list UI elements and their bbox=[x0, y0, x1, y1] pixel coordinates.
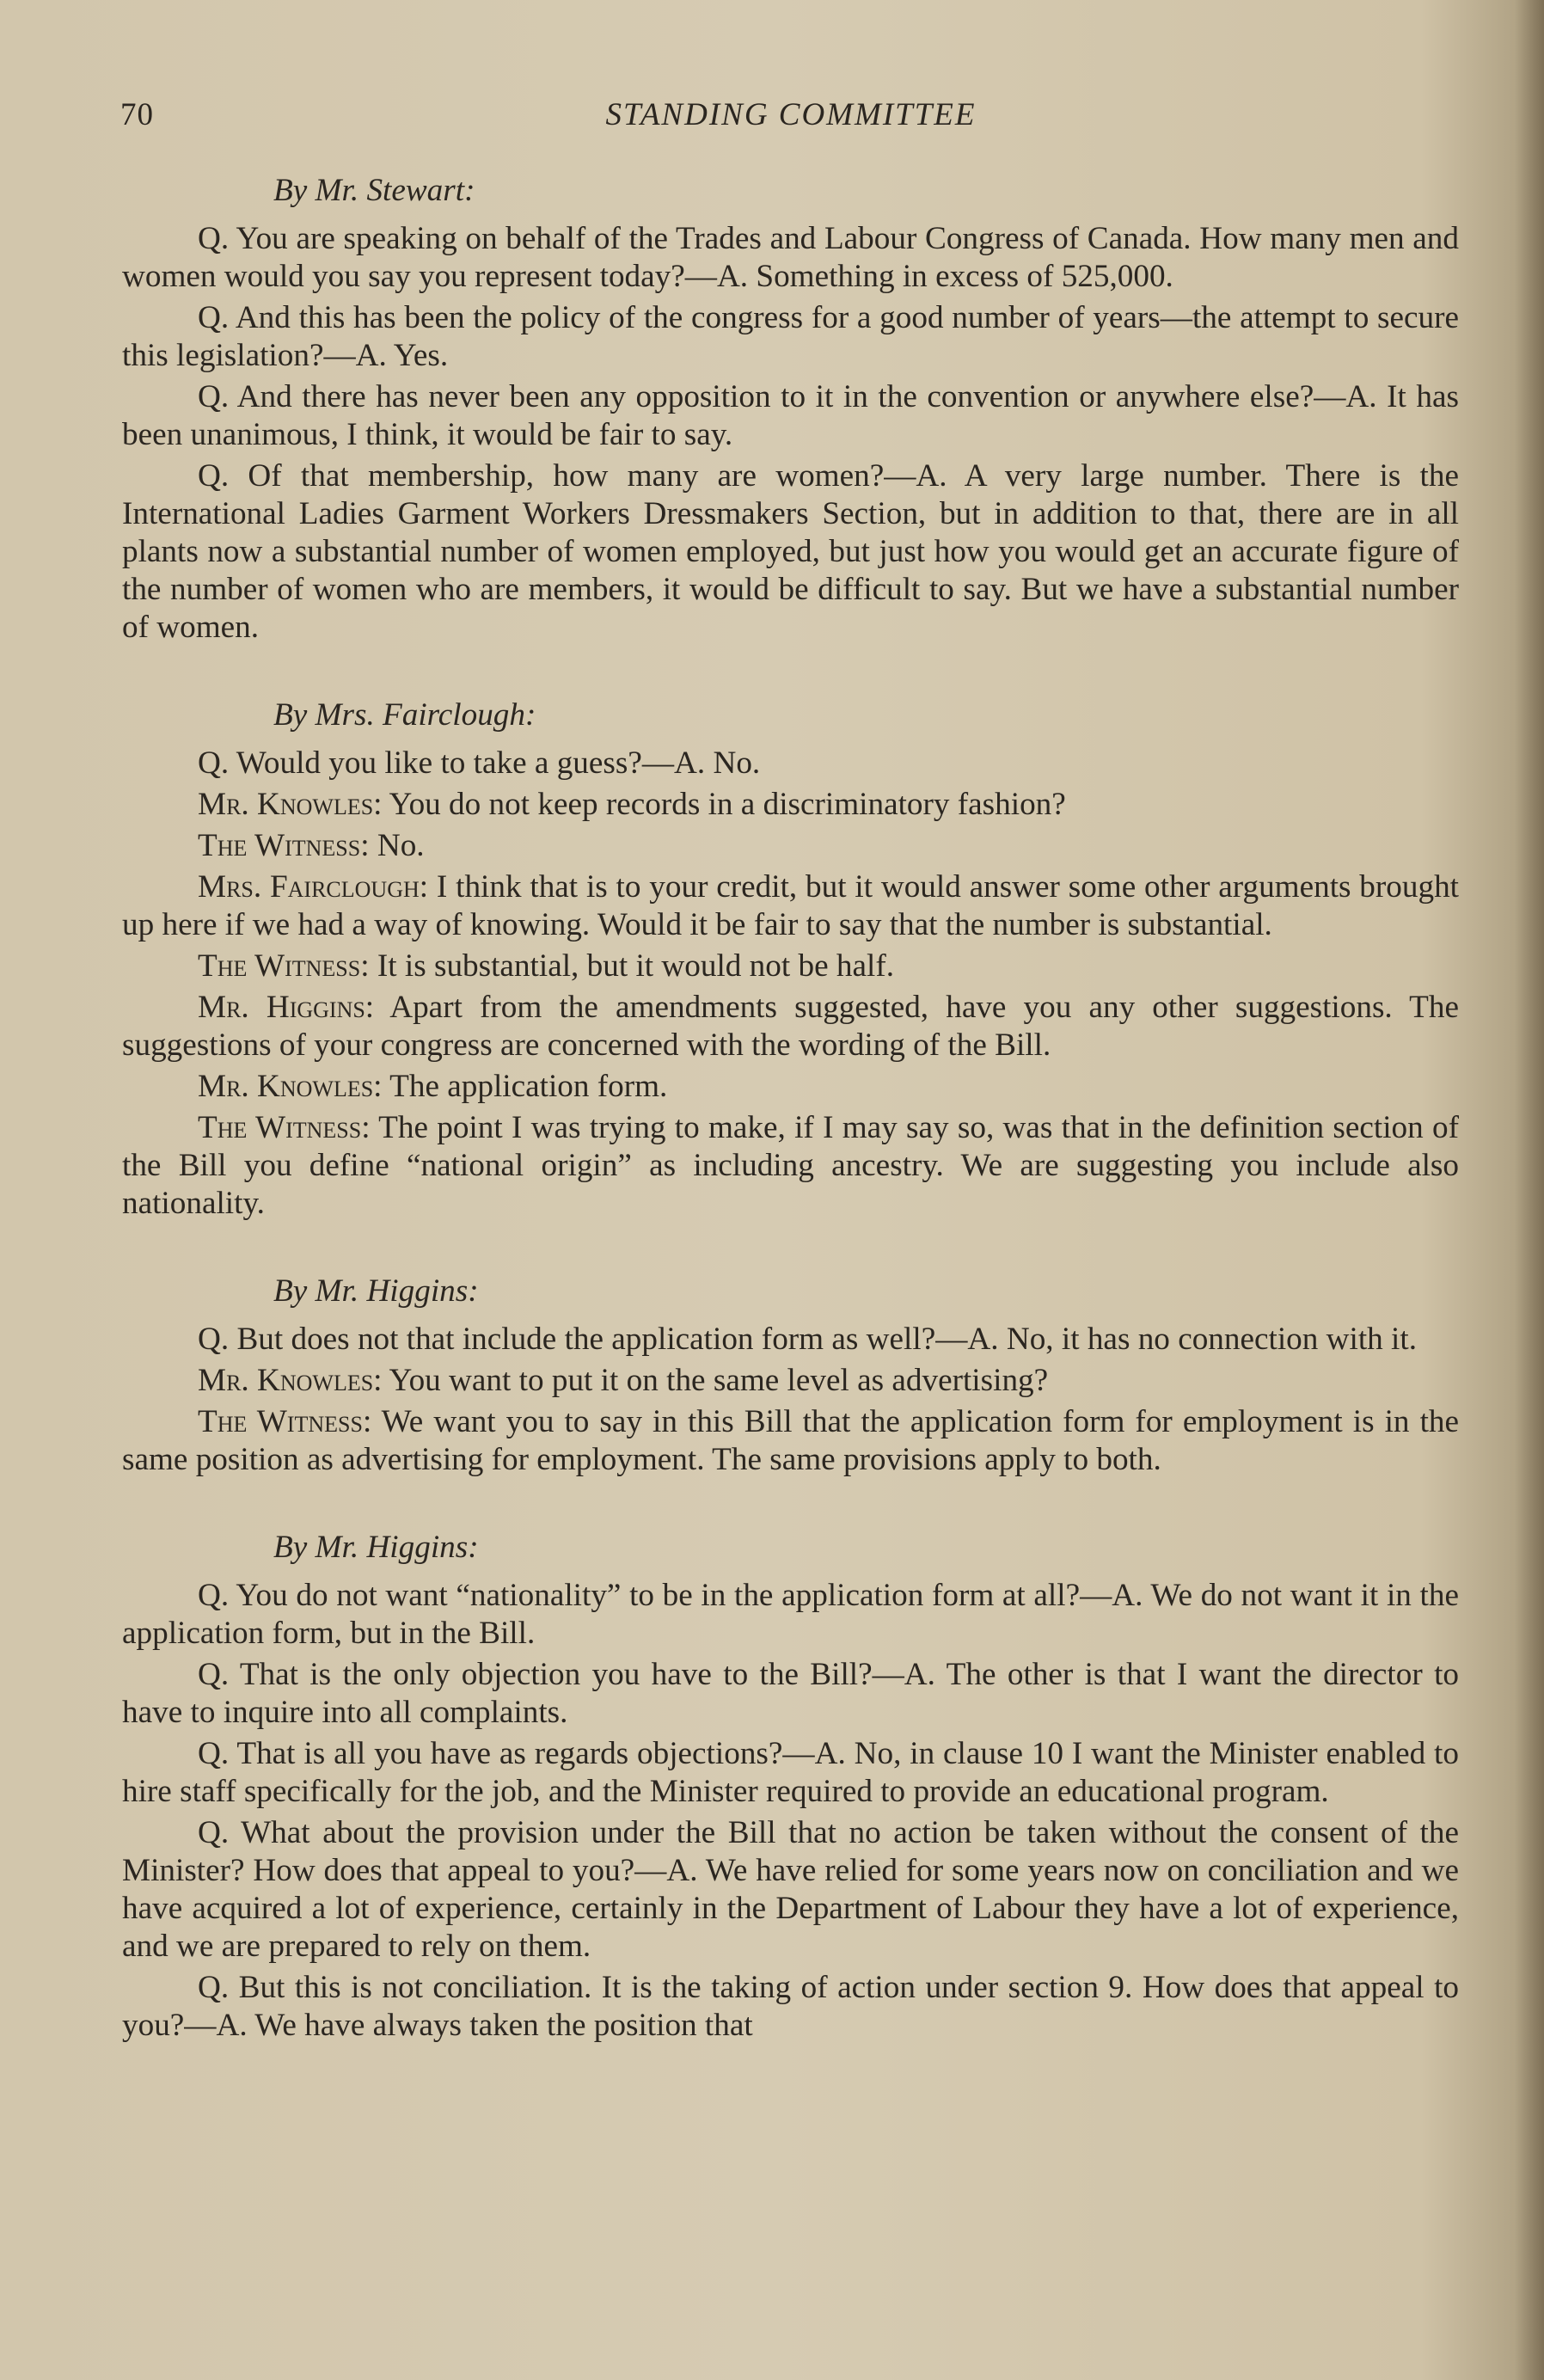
speech-paragraph bbox=[122, 989, 1459, 1064]
question-answer-paragraph: Q. But this is not conciliation. It is the taking of action under section 9. How does that appeal to you?—A. We have always taken the position that bbox=[122, 1970, 1459, 2043]
speech-paragraph bbox=[122, 827, 1459, 865]
questioner-heading: By Mrs. Fairclough: bbox=[273, 697, 536, 733]
speech-paragraph bbox=[122, 1403, 1459, 1479]
speech-paragraph bbox=[122, 1068, 1459, 1106]
speaker-name: The Witness: bbox=[198, 1110, 371, 1145]
speech-text: It is substantial, but it would not be half. bbox=[377, 948, 894, 984]
speaker-name: The Witness: bbox=[198, 948, 370, 984]
page-header bbox=[120, 96, 1461, 139]
running-head: STANDING COMMITTEE bbox=[605, 97, 977, 132]
question-answer-paragraph: Q. But does not that include the application form as well?—A. No, it has no connection with it. bbox=[198, 1322, 1418, 1357]
page-number: 70 bbox=[120, 97, 154, 132]
speaker-name: The Witness: bbox=[198, 1404, 372, 1439]
question-answer-paragraph: Q. And there has never been any opposition to it in the convention or anywhere else?—A. It has been unanimous, I think, it would be fair to say. bbox=[122, 379, 1459, 452]
speech-paragraph bbox=[122, 868, 1459, 944]
speech-paragraph bbox=[122, 948, 1459, 985]
speech-paragraph bbox=[122, 1109, 1459, 1223]
question-answer-paragraph: Q. You do not want “nationality” to be in the application form at all?—A. We do not want it in the application form, but in the Bill. bbox=[122, 1578, 1459, 1651]
question-answer-paragraph: Q. Would you like to take a guess?—A. No. bbox=[198, 745, 761, 781]
speaker-name: Mr. Higgins: bbox=[198, 990, 375, 1025]
speech-text: You do not keep records in a discriminatory fashion? bbox=[389, 787, 1066, 822]
speech-text: The point I was trying to make, if I may say so, was that in the definition section of the Bill you define “national origin” as including ancestry. We are suggesting you include also nationality. bbox=[122, 1110, 1459, 1221]
speech-text: No. bbox=[377, 828, 425, 863]
speech-paragraph bbox=[122, 786, 1459, 824]
question-answer-paragraph: Q. That is the only objection you have to the Bill?—A. The other is that I want the director to have to inquire into all complaints. bbox=[122, 1657, 1459, 1730]
question-answer-paragraph: Q. That is all you have as regards objections?—A. No, in clause 10 I want the Minister enabled to hire staff specifically for the job, and the Minister required to provide an educational program. bbox=[122, 1736, 1459, 1809]
speech-text: The application form. bbox=[389, 1069, 668, 1104]
questioner-heading: By Mr. Stewart: bbox=[273, 173, 475, 208]
questioner-heading: By Mr. Higgins: bbox=[273, 1530, 479, 1565]
speaker-name: Mr. Knowles: bbox=[198, 1069, 383, 1104]
body-text bbox=[122, 172, 1459, 2048]
speaker-name: Mr. Knowles: bbox=[198, 1363, 383, 1398]
question-answer-paragraph: Q. You are speaking on behalf of the Trades and Labour Congress of Canada. How many men and women would you say you represent today?—A. Something in excess of 525,000. bbox=[122, 221, 1459, 294]
speech-text: We want you to say in this Bill that the application form for employment is in the same position as advertising for employment. The same provisions apply to both. bbox=[122, 1404, 1459, 1477]
question-answer-paragraph: Q. Of that membership, how many are women?—A. A very large number. There is the International Ladies Garment Workers Dressmakers Section, but in addition to that, there are in all plants now a substantial number of women employed, but just how you would get an accurate figure of the number of women who are members, it would be difficult to say. But we have a substantial number of women. bbox=[122, 458, 1459, 645]
speech-paragraph bbox=[122, 1362, 1459, 1400]
speaker-name: Mr. Knowles: bbox=[198, 787, 383, 822]
speaker-name: The Witness: bbox=[198, 828, 370, 863]
question-answer-paragraph: Q. What about the provision under the Bill that no action be taken without the consent of the Minister? How does that appeal to you?—A. We have relied for some years now on conciliation and we have acquired a lot of experience, certainly in the Department of Labour they have a lot of experience, and we are prepared to rely on them. bbox=[122, 1815, 1459, 1964]
speech-text: You want to put it on the same level as advertising? bbox=[389, 1363, 1049, 1398]
speech-text: I think that is to your credit, but it would answer some other arguments brought up here if we had a way of knowing. Would it be fair to say that the number is substantial. bbox=[122, 869, 1459, 942]
speech-text: Apart from the amendments suggested, have you any other suggestions. The suggestions of your congress are concerned with the wording of the Bill. bbox=[122, 990, 1459, 1063]
question-answer-paragraph: Q. And this has been the policy of the congress for a good number of years—the attempt to secure this legislation?—A. Yes. bbox=[122, 300, 1459, 373]
questioner-heading: By Mr. Higgins: bbox=[273, 1273, 479, 1309]
speaker-name: Mrs. Fairclough: bbox=[198, 869, 429, 905]
